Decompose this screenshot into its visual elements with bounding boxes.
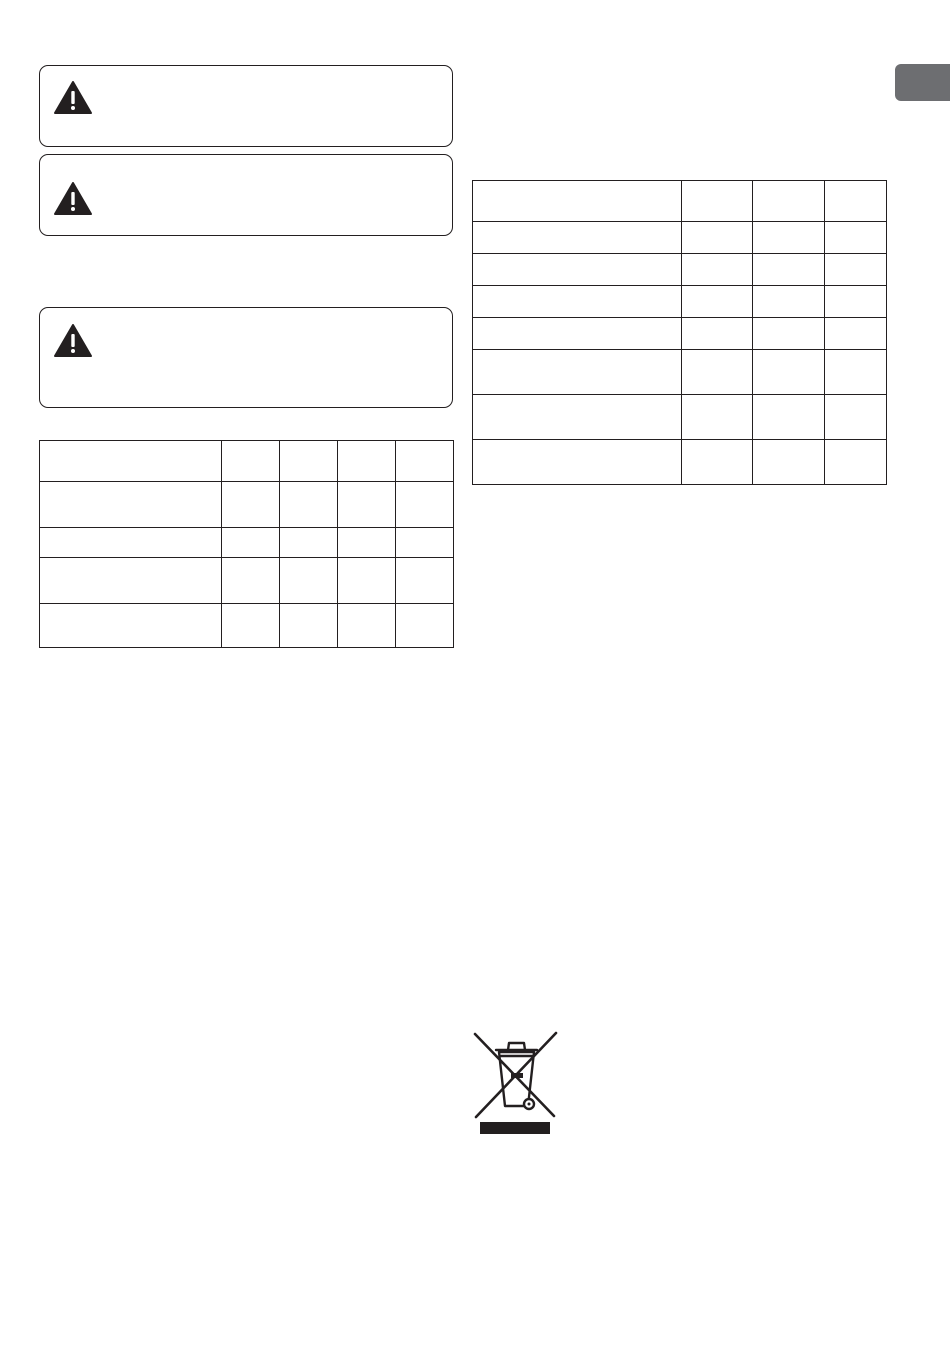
table-cell xyxy=(825,286,887,318)
table-row xyxy=(473,440,887,485)
table-cell xyxy=(222,604,280,648)
table-row xyxy=(40,482,454,528)
crossed-out-wheelie-bin-icon xyxy=(472,1030,558,1136)
table-cell xyxy=(222,528,280,558)
warning-triangle-icon xyxy=(53,323,93,358)
table-cell xyxy=(753,286,825,318)
table-cell xyxy=(753,222,825,254)
table-cell xyxy=(396,482,454,528)
table-cell xyxy=(280,558,338,604)
table-cell xyxy=(473,254,682,286)
table-cell xyxy=(40,604,222,648)
table-cell xyxy=(753,254,825,286)
table-cell xyxy=(280,441,338,482)
table-cell xyxy=(473,350,682,395)
table-cell xyxy=(682,254,753,286)
table-row xyxy=(473,318,887,350)
warning-triangle-icon xyxy=(53,181,93,216)
table-cell xyxy=(825,395,887,440)
table-cell xyxy=(280,482,338,528)
table-cell xyxy=(825,440,887,485)
table-cell xyxy=(222,482,280,528)
table-cell xyxy=(753,318,825,350)
table-cell xyxy=(753,440,825,485)
warning-box-2 xyxy=(39,154,453,236)
table-cell xyxy=(682,318,753,350)
table-cell xyxy=(40,528,222,558)
table-cell xyxy=(682,440,753,485)
table-row xyxy=(473,181,887,222)
table-cell xyxy=(222,558,280,604)
table-cell xyxy=(473,181,682,222)
table-cell xyxy=(473,440,682,485)
table-cell xyxy=(396,558,454,604)
table-cell xyxy=(682,222,753,254)
table-row xyxy=(473,222,887,254)
table-cell xyxy=(473,222,682,254)
table-cell xyxy=(222,441,280,482)
warning-box-1 xyxy=(39,65,453,147)
table-cell xyxy=(396,604,454,648)
table-cell xyxy=(338,528,396,558)
table-row xyxy=(473,395,887,440)
table-cell xyxy=(40,441,222,482)
table-row xyxy=(40,528,454,558)
table-cell xyxy=(280,604,338,648)
table-cell xyxy=(338,604,396,648)
table-row xyxy=(40,604,454,648)
table-cell xyxy=(396,441,454,482)
table-row xyxy=(473,286,887,318)
table-cell xyxy=(338,482,396,528)
table-cell xyxy=(40,482,222,528)
table-cell xyxy=(753,181,825,222)
table-cell xyxy=(825,181,887,222)
warning-box-3 xyxy=(39,307,453,408)
table-row xyxy=(473,350,887,395)
table-cell xyxy=(825,318,887,350)
table-cell xyxy=(396,528,454,558)
warning-triangle-icon xyxy=(53,80,93,115)
table-cell xyxy=(473,286,682,318)
table-cell xyxy=(338,441,396,482)
table-cell xyxy=(338,558,396,604)
table-cell xyxy=(682,286,753,318)
table-row xyxy=(40,441,454,482)
table-row xyxy=(473,254,887,286)
table-cell xyxy=(825,222,887,254)
language-tab xyxy=(895,64,950,101)
table-row xyxy=(40,558,454,604)
table-cell xyxy=(280,528,338,558)
table-cell xyxy=(753,350,825,395)
table-cell xyxy=(753,395,825,440)
table-cell xyxy=(682,350,753,395)
table-right xyxy=(472,180,887,485)
table-cell xyxy=(682,181,753,222)
table-cell xyxy=(825,254,887,286)
table-left xyxy=(39,440,454,648)
table-cell xyxy=(473,395,682,440)
table-cell xyxy=(825,350,887,395)
table-cell xyxy=(682,395,753,440)
table-cell xyxy=(473,318,682,350)
table-cell xyxy=(40,558,222,604)
